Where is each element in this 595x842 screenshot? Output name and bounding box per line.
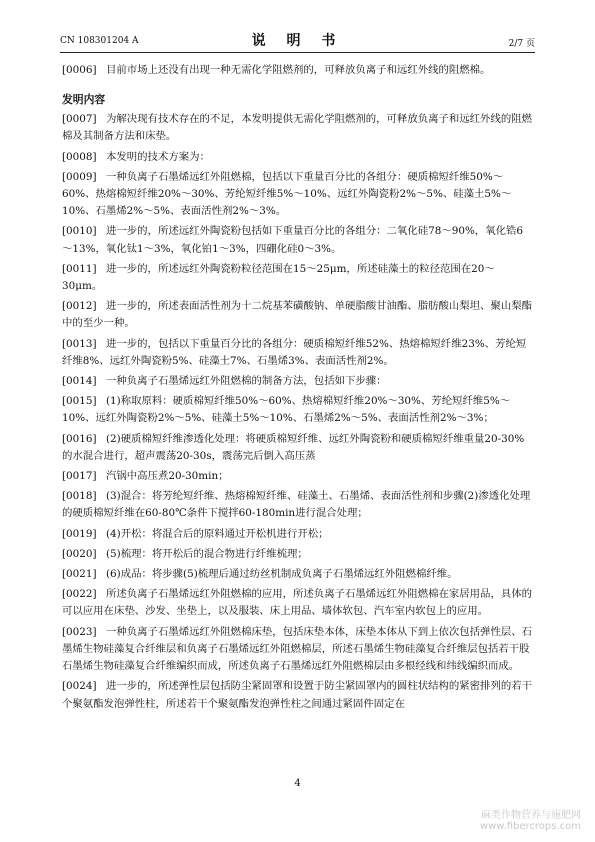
paragraph bbox=[62, 149, 533, 166]
paragraph bbox=[62, 566, 533, 583]
paragraph-number: [0013] bbox=[62, 337, 97, 350]
paragraph-text: 进一步的，所述弹性层包括防尘紧固罩和设置于防尘紧固罩内的圆柱状结构的紧密排列的若干个聚氨酯发泡弹性柱，所述若干个聚氨酯发泡弹性柱之间通过紧固件固定在 bbox=[62, 680, 533, 710]
paragraph bbox=[62, 336, 533, 370]
document-title: 说 明 书 bbox=[251, 33, 344, 49]
page-number: 4 bbox=[294, 778, 301, 789]
paragraph-text: (1)称取原料：硬质棉短纤维50%～60%、热熔棉短纤维20%～30%、芳纶短纤维5%～10%、远红外陶瓷粉2%～5%、硅藻土5%～10%、石墨烯2%～5%、表面活性剂2%～3%； bbox=[62, 395, 511, 425]
page-header bbox=[60, 30, 535, 50]
paragraph-text: (4)开松：将混合后的原料通过开松机进行开松； bbox=[106, 527, 329, 540]
paragraph bbox=[62, 468, 533, 485]
paragraph-number: [0021] bbox=[62, 568, 97, 581]
paragraph-number: [0017] bbox=[62, 470, 97, 483]
paragraph-text: 所述负离子石墨烯远红外阻燃棉的应用，所述负离子石墨烯远红外阻燃棉在家居用品，具体的可以应用在床垫、沙发、坐垫上，以及服装、床上用品、墙体软包、汽车室内软包上的应用。 bbox=[62, 588, 533, 618]
paragraph-text: 为解决现有技术存在的不足，本发明提供无需化学阻燃剂的，可释放负离子和远红外线的阻燃棉及其制备方法和床垫。 bbox=[62, 113, 533, 143]
paragraph-text: 一种负离子石墨烯远红外阻燃棉，包括以下重量百分比的各组分：硬质棉短纤维50%～60%、热熔棉短纤维20%～30%、芳纶短纤维5%～10%、远红外陶瓷粉2%～5%、硅藻土5%～10%、石墨烯2%～5%、表面活性剂2%～3%。 bbox=[62, 170, 512, 218]
paragraph bbox=[62, 624, 533, 676]
paragraph-text: 汽锅中高压煮20-30min； bbox=[106, 470, 229, 483]
paragraph-number: [0022] bbox=[62, 588, 97, 601]
watermark-url: www.fibercrops.com bbox=[479, 821, 581, 832]
paragraph-text: 目前市场上还没有出现一种无需化学阻燃剂的，可释放负离子和远红外线的阻燃棉。 bbox=[106, 64, 491, 76]
paragraph-number: [0019] bbox=[62, 527, 97, 540]
document-body bbox=[62, 62, 533, 716]
watermark-site-name: 麻类作物营养与施肥网 bbox=[481, 810, 581, 821]
paragraph bbox=[62, 261, 533, 295]
paragraph bbox=[62, 111, 533, 145]
paragraph-text: (2)硬质棉短纤维渗透化处理：将硬质棉短纤维、远红外陶瓷粉和硬质棉短纤维重量20-30%的水混合进行，超声震荡20-30s，震荡完后倒入高压蒸 bbox=[62, 432, 525, 462]
paragraph bbox=[62, 526, 533, 543]
paragraph-number: [0020] bbox=[62, 547, 97, 560]
paragraph-text: 进一步的，所述远红外陶瓷粉粒径范围在15～25μm，所述硅藻土的粒径范围在20～30μm。 bbox=[62, 262, 495, 293]
paragraph bbox=[62, 298, 533, 332]
paragraph-number: [0008] bbox=[62, 150, 97, 163]
paragraph-number: [0014] bbox=[62, 375, 97, 388]
paragraph-text: 进一步的，所述远红外陶瓷粉包括如下重量百分比的各组分：二氧化硅78～90%，氧化锆6～13%，氧化钛1～3%，氧化铂1～3%，四硼化硅0～3%。 bbox=[62, 225, 523, 255]
paragraph bbox=[62, 169, 533, 221]
paragraph bbox=[62, 678, 533, 712]
paragraph bbox=[62, 488, 533, 522]
paragraph-number: [0007] bbox=[62, 113, 97, 126]
paragraph-number: [0015] bbox=[62, 395, 97, 408]
watermark bbox=[436, 806, 581, 832]
paragraph-text: 一种负离子石墨烯远红外阻燃棉床垫，包括床垫本体，床垫本体从下到上依次包括弹性层、石墨烯生物硅藻复合纤维层和负离子石墨烯远红外阻燃棉层，所述石墨烯生物硅藻复合纤维层包括若干股石墨烯生物硅藻复合纤维编织而成，所述负离子石墨烯远红外阻燃棉层由多根经线和纬线编织而成。 bbox=[62, 625, 533, 673]
paragraph-text: 进一步的，所述表面活性剂为十二烷基苯磺酸钠、单硬脂酸甘油酯、脂肪酸山梨坦、聚山梨酯中的至少一种。 bbox=[62, 300, 533, 330]
header-rule bbox=[60, 52, 535, 53]
paragraph bbox=[62, 393, 533, 427]
paragraph-text: 一种负离子石墨烯远红外阻燃棉的制备方法，包括如下步骤： bbox=[106, 375, 387, 388]
paragraph-number: [0009] bbox=[62, 170, 97, 183]
paragraph-text: 进一步的，包括以下重量百分比的各组分：硬质棉短纤维52%、热熔棉短纤维23%、芳纶短纤维8%、远红外陶瓷粉5%、硅藻土7%、石墨烯3%、表面活性剂2%。 bbox=[62, 337, 527, 367]
paragraph bbox=[62, 431, 533, 465]
publication-number: CN 108301204 A bbox=[60, 36, 139, 46]
paragraph-text: (3)混合：将芳纶短纤维、热熔棉短纤维、硅藻土、石墨烯、表面活性剂和步骤(2)渗透化处理的硬质棉短纤维在60-80℃条件下搅拌60-180min进行混合处理； bbox=[62, 490, 531, 520]
section-title: 发明内容 bbox=[62, 93, 106, 107]
paragraph-number: [0012] bbox=[62, 300, 97, 313]
paragraph-text: (6)成品：将步骤(5)梳理后通过纺丝机制成负离子石墨烯远红外阻燃棉纤维。 bbox=[106, 568, 458, 581]
paragraph-number: [0006] bbox=[62, 64, 97, 76]
paragraph-number: [0011] bbox=[62, 262, 97, 275]
paragraph bbox=[62, 223, 533, 257]
page-indicator: 2/7 页 bbox=[508, 39, 535, 49]
paragraph-number: [0016] bbox=[62, 432, 97, 445]
paragraph bbox=[62, 62, 533, 79]
paragraph-text: (5)梳理：将开松后的混合物进行纤维梳理； bbox=[106, 547, 308, 560]
paragraph-text: 本发明的技术方案为： bbox=[106, 150, 210, 163]
paragraph-number: [0024] bbox=[62, 680, 97, 693]
paragraph-number: [0023] bbox=[62, 625, 97, 638]
paragraph-number: [0010] bbox=[62, 225, 97, 238]
paragraph-number: [0018] bbox=[62, 490, 97, 503]
paragraph bbox=[62, 586, 533, 620]
paragraph bbox=[62, 373, 533, 390]
paragraph bbox=[62, 546, 533, 563]
